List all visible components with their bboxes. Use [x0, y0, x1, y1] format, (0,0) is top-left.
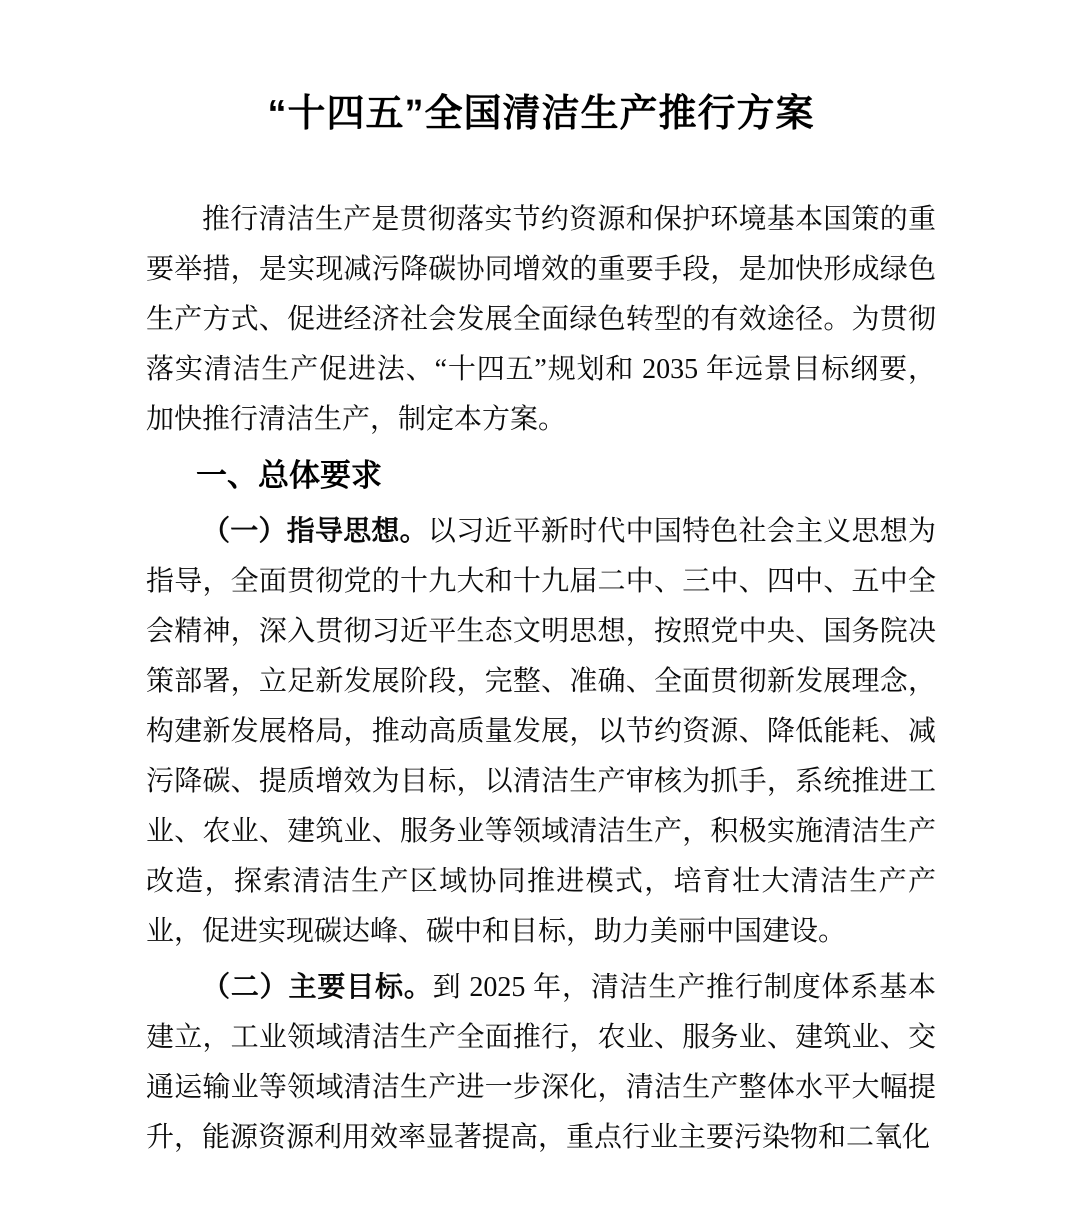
- paragraph-text-guiding-ideology: 以习近平新时代中国特色社会主义思想为指导，全面贯彻党的十九大和十九届二中、三中、四中、五中全会精神，深入贯彻习近平生态文明思想，按照党中央、国务院决策部署，立足新发展阶段，完整、准确、全面贯彻新发展理念，构建新发展格局，推动高质量发展，以节约资源、降低能耗、减污降碳、提质增效为目标，以清洁生产审核为抓手，系统推进工业、农业、建筑业、服务业等领域清洁生产，积极实施清洁生产改造，探索清洁生产区域协同推进模式，培育壮大清洁生产产业，促进实现碳达峰、碳中和目标，助力美丽中国建设。: [146, 516, 936, 947]
- document-title: “十四五”全国清洁生产推行方案: [267, 93, 815, 135]
- paragraph-lead-main-goals: （二）主要目标。: [202, 972, 433, 1003]
- paragraph-main-goals: [146, 963, 936, 1163]
- document-content: [146, 90, 936, 1169]
- paragraph-text-main-goals: 到 2025 年，清洁生产推行制度体系基本建立，工业领域清洁生产全面推行，农业、服务业、建筑业、交通运输业等领域清洁生产进一步深化，清洁生产整体水平大幅提升，能源资源利用效率显著提高，重点行业主要污染物和二氧化: [146, 972, 936, 1153]
- paragraph-intro: 推行清洁生产是贯彻落实节约资源和保护环境基本国策的重要举措，是实现减污降碳协同增效的重要手段，是加快形成绿色生产方式、促进经济社会发展全面绿色转型的有效途径。为贯彻落实清洁生产促进法、“十四五”规划和 2035 年远景目标纲要，加快推行清洁生产，制定本方案。: [146, 204, 936, 435]
- paragraph-guiding-ideology: [146, 507, 936, 957]
- section-heading-overall-requirements: 一、总体要求: [196, 458, 382, 493]
- paragraph-lead-guiding-ideology: （一）指导思想。: [202, 516, 428, 547]
